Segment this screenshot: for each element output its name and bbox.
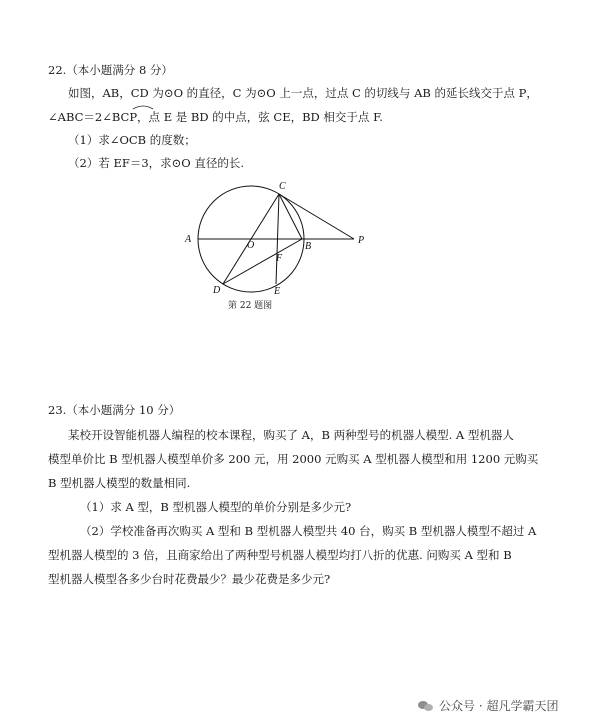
q23-part1: （1）求 A 型，B 型机器人模型的单价分别是多少元? xyxy=(80,500,352,514)
watermark-footer xyxy=(418,697,558,714)
label-f: F xyxy=(276,253,283,264)
chord-bd xyxy=(223,239,302,284)
geometry-diagram xyxy=(180,178,370,313)
watermark-text: 公众号 · 超凡学霸天团 xyxy=(439,699,559,713)
q23-para-line3: B 型机器人模型的数量相同. xyxy=(48,476,191,490)
q22-stem-line1: 如图，AB，CD 为⊙O 的直径，C 为⊙O 上一点，过点 C 的切线与 AB 的延长线交于点 P， xyxy=(68,86,538,100)
figure-caption: 第 22 题图 xyxy=(228,301,273,311)
q22-stem-line2: ∠ABC＝2∠BCP，点 E 是 BD 的中点，弦 CE，BD 相交于点 F. xyxy=(48,110,383,124)
q23-heading: 23.（本小题满分 10 分） xyxy=(48,403,181,417)
q23-part2-line1: （2）学校准备再次购买 A 型和 B 型机器人模型共 40 台，购买 B 型机器人模型不超过 A xyxy=(80,524,537,538)
q23-part2-line2: 型机器人模型的 3 倍，且商家给出了两种型号机器人模型均打八折的优惠. 问购买 A 型和 B xyxy=(48,548,512,562)
label-p: P xyxy=(358,235,365,246)
label-a: A xyxy=(185,234,192,245)
wechat-icon xyxy=(418,700,434,712)
q22-heading: 22.（本小题满分 8 分） xyxy=(48,63,173,77)
label-d: D xyxy=(213,285,221,296)
label-e: E xyxy=(274,286,281,297)
q22-figure xyxy=(180,178,370,313)
q22-part1: （1）求∠OCB 的度数； xyxy=(68,133,196,147)
q23-para-line2: 模型单价比 B 型机器人模型单价多 200 元，用 2000 元购买 A 型机器人模型和用 1200 元购买 xyxy=(48,452,539,466)
q22-part2: （2）若 EF＝3，求⊙O 直径的长. xyxy=(68,156,245,170)
label-b: B xyxy=(305,241,312,252)
q23-para-line1: 某校开设智能机器人编程的校本课程，购买了 A，B 两种型号的机器人模型. A 型机器人 xyxy=(68,428,514,442)
q23-part2-line3: 型机器人模型各多少台时花费最少？最少花费是多少元? xyxy=(48,572,331,586)
label-o: O xyxy=(247,240,255,251)
label-c: C xyxy=(279,181,286,192)
